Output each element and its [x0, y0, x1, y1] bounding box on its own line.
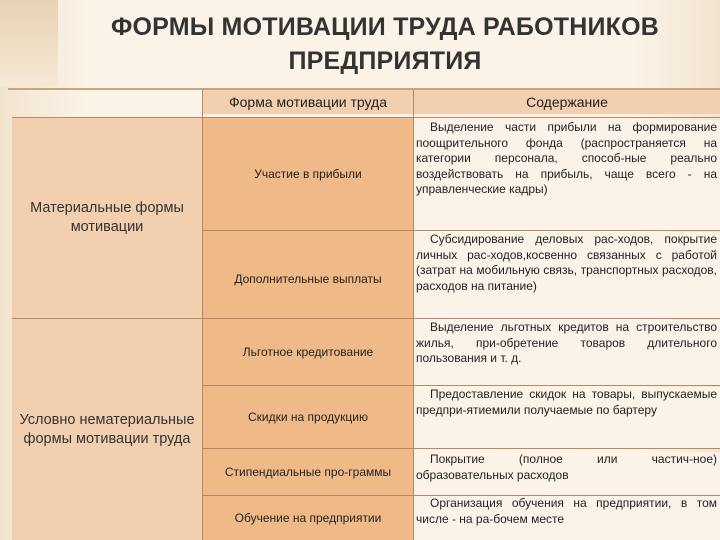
row-divider	[203, 230, 720, 231]
decorative-band	[0, 0, 58, 86]
header-content: Содержание	[414, 90, 720, 114]
row-divider	[203, 495, 720, 496]
content-text-payments: Субсидирование деловых рас-ходов, покрытие личных рас-ходов,косвенно связанных с работой (затрат на мобильную связь, транспортных расходов, расходов на питание)	[416, 232, 717, 293]
content-text-credit: Выделение льготных кредитов на строительство жилья, при-обретение товаров длительного пользования и т. д.	[416, 320, 717, 365]
content-cell-payments	[414, 232, 720, 318]
row-divider	[203, 448, 720, 449]
content-text-training: Организация обучения на предприятии, в том числе - на ра-бочем месте	[416, 496, 717, 526]
row-divider	[12, 117, 720, 118]
group-nonmaterial	[12, 319, 202, 540]
content-text-discounts: Предоставление скидок на товары, выпускаемые предпри-ятиемили получаемые по бартеру	[416, 387, 717, 417]
form-cell-payments: Дополнительные выплаты	[203, 231, 413, 318]
content-text-profit: Выделение части прибыли на формирование поощрительного фонда (распространяется на категории персонала, способ-ные реально воздействовать на прибыль, чаще всего - на управленческие кадры)	[416, 120, 717, 196]
form-cell-credit: Льготное кредитование	[203, 319, 413, 385]
slide-title: ФОРМЫ МОТИВАЦИИ ТРУДА РАБОТНИКОВ ПРЕДПРИЯТИЯ	[110, 13, 659, 75]
content-cell-credit	[414, 320, 720, 385]
form-cell-profit: Участие в прибыли	[203, 118, 413, 230]
form-cell-training: Обучение на предприятии	[203, 496, 413, 540]
row-divider	[203, 385, 720, 386]
group-material-label: Материальные формы мотивации	[30, 200, 184, 235]
group-material	[12, 118, 202, 318]
column-divider	[413, 90, 414, 540]
column-divider	[202, 90, 203, 540]
content-cell-discounts	[414, 387, 720, 448]
form-cell-scholarship: Стипендиальные про-граммы	[203, 449, 413, 495]
content-cell-profit	[414, 120, 720, 230]
content-cell-scholarship	[414, 452, 720, 495]
group-nonmaterial-label: Условно нематериальные формы мотивации труда	[19, 411, 195, 447]
row-divider	[12, 318, 720, 319]
header-form: Форма мотивации труда	[203, 90, 413, 114]
content-text-scholarship: Покрытие (полное или частич-ное) образовательных расходов	[416, 452, 717, 482]
content-cell-training	[414, 496, 720, 540]
form-cell-discounts: Скидки на продукцию	[203, 386, 413, 448]
